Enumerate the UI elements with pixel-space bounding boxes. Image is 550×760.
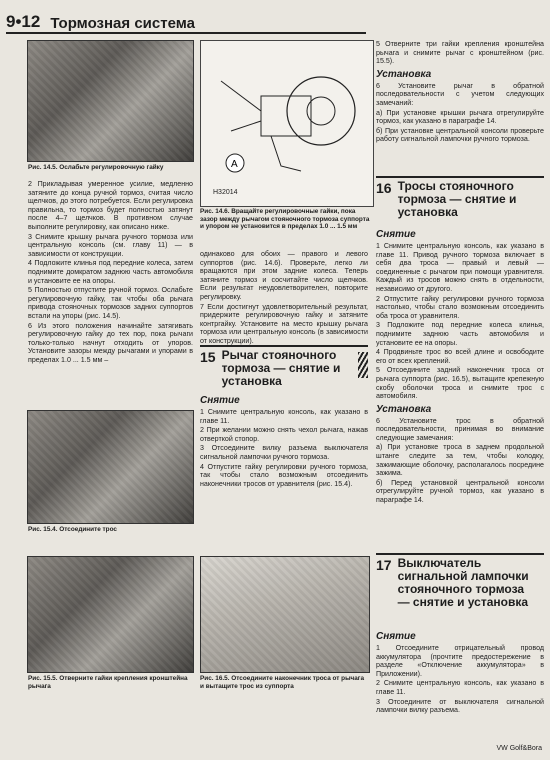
paragraph: б) Перед установкой центральной консоли отрегулируйте ручной тормоз, как указано в параграфе 14.: [376, 478, 544, 505]
paragraph: 1 Снимите центральную консоль, как указано в главе 11. Привод ручного тормоза включает в себя два троса — правый и левый — соединенные с рычагом при помощи уравнителя. Каждый из тросов можно снять в отдельности, независимо от другого.: [376, 242, 544, 293]
caption-fig-14-5: Рис. 14.5. Ослабьте регулировочную гайку: [28, 164, 164, 171]
section-17-heading: [376, 553, 544, 609]
caliper-diagram: [200, 40, 374, 207]
paragraph: 3 Отсоедините от выключателя сигнальной лампочки вилку разъема.: [376, 697, 544, 715]
section-title: Тросы стояночного тормоза — снятие и установка: [397, 179, 517, 219]
paragraph: 6 Из этого положения начинайте затягивать регулировочную гайку до тех пор, пока рычаги только-только начнут отходить от упоров. Установите зазоры между рычагами и упорами в пределах 1.0 ... 1.5 мм –: [28, 321, 193, 364]
section-number: 16: [376, 180, 392, 196]
section-16-body: [376, 226, 544, 506]
paragraph: 7 Если достигнут удовлетворительный результат, придержите регулировочную гайку и затяните контргайку. Установите на место крышку рычага тормоза или центральную консоль (в зависимости от конструкции).: [200, 302, 368, 345]
difficulty-icon: [358, 352, 368, 378]
paragraph: а) При установке крышки рычага отрегулируйте тормоз, как указано в параграфе 14.: [376, 108, 544, 126]
photo-fig-16-5: [200, 556, 370, 673]
column-2-text: [200, 250, 368, 347]
page-footer: VW Golf&Bora: [496, 745, 542, 752]
paragraph: 2 Отпустите гайку регулировки ручного тормоза настолько, чтобы стало возможным отсоединить оба троса от уравнителя.: [376, 294, 544, 320]
section-number: 15: [200, 349, 216, 365]
section-16-heading: [376, 176, 544, 219]
caption-fig-15-5: Рис. 15.5. Отверните гайки крепления кронштейна рычага: [28, 675, 188, 690]
caption-fig-16-5: Рис. 16.5. Отсоедините наконечник троса от рычага и вытащите трос из суппорта: [200, 675, 365, 690]
section-15-heading: [200, 345, 368, 388]
paragraph: 3 Отсоедините вилку разъема выключателя сигнальной лампочки ручного тормоза.: [200, 444, 368, 461]
paragraph: 2 Прикладывая умеренное усилие, медленно затяните до конца ручной тормоз, считая число щелчков, до этого потребуется. Если регулировка правильна, то тормоз будет полностью затянут после 4–7 щелчков. В противном случае выполните регулировку, как описано ниже.: [28, 180, 193, 231]
subheading-removal: Снятие: [376, 229, 416, 240]
paragraph: а) При установке троса в заднем продольной штанге следите за тем, чтобы колодку, зажимающие оболочку, располагалось посредине зажима.: [376, 443, 544, 478]
page-header: [6, 6, 366, 34]
section-17-body: [376, 628, 544, 716]
paragraph: 2 Снимите центральную консоль, как указано в главе 11.: [376, 679, 544, 696]
paragraph: 1 Снимите центральную консоль, как указано в главе 11.: [200, 408, 368, 425]
caliper-drawing: [201, 41, 373, 206]
paragraph: одинаково для обоих — правого и левого суппортов (рис. 14.6). Проверьте, легко ли вращаются при этом задние колеса. Теперь затяните тормоз и сосчитайте число щелчков. Если результат неудовлетворителен, повторите регулировку.: [200, 250, 368, 301]
callout-a: A: [231, 159, 238, 170]
section-15-body: [200, 392, 368, 489]
paragraph: 3 Снимите крышку рычага ручного тормоза или центральную консоль (см. главу 11) — в зависимости от конструкции.: [28, 232, 193, 258]
section-number: 17: [376, 557, 392, 573]
photo-fig-15-5: [27, 556, 194, 673]
paragraph: б) При установке центральной консоли проверьте работу сигнальной лампочки ручного тормоза.: [376, 126, 544, 144]
paragraph: 1 Отсоедините отрицательный провод аккумулятора (прочтите предостережение в разделе «Отключение аккумулятора» в Приложении).: [376, 644, 544, 678]
paragraph: 4 Подложите клинья под передние колеса, затем поднимите домкратом заднюю часть автомобиля и установите ее на опоры.: [28, 259, 193, 285]
section-title: Выключатель сигнальной лампочки стояночного тормоза — снятие и установка: [397, 556, 529, 609]
section-title: Рычаг стояночного тормоза — снятие и установка: [221, 348, 341, 388]
subheading-install: Установка: [376, 68, 432, 80]
paragraph: 5 Отверните три гайки крепления кронштейна рычага и снимите рычаг с кронштейном (рис. 15.5).: [376, 40, 544, 66]
subheading-removal: Снятие: [376, 631, 416, 642]
paragraph: 6 Установите рычаг в обратной последовательности с учетом следующих замечаний:: [376, 81, 544, 107]
diagram-code: H32014: [213, 189, 238, 196]
paragraph: 4 Отпустите гайку регулировки ручного тормоза, так чтобы стало возможным отсоединить наконечники тросов от уравнителя (рис. 15.4).: [200, 462, 368, 488]
photo-fig-14-5: [27, 40, 194, 162]
column-1-text: [28, 180, 193, 365]
paragraph: 5 Отсоедините задний наконечник троса от рычага суппорта (рис. 16.5), вытащите крепежную скобу оболочки троса и снимите трос с автомобиля.: [376, 366, 544, 401]
subheading-removal: Снятие: [200, 395, 240, 406]
paragraph: 3 Подложите под передние колеса клинья, поднимите заднюю часть автомобиля и установите ее на опоры.: [376, 321, 544, 347]
paragraph: 2 При желании можно снять чехол рычага, нажав отверткой стопор.: [200, 426, 368, 443]
photo-fig-15-4: [27, 410, 194, 524]
page-number: 9•12: [6, 12, 41, 31]
subheading-install: Установка: [376, 403, 432, 415]
paragraph: 4 Продвиньте трос во всей длине и освободите его от всех креплений.: [376, 348, 544, 365]
caption-fig-15-4: Рис. 15.4. Отсоедините трос: [28, 526, 117, 533]
paragraph: 6 Установите трос в обратной последовательности, принимая во внимание следующие замечания:: [376, 416, 544, 442]
column-3-top: [376, 40, 544, 145]
caption-fig-14-6: Рис. 14.6. Вращайте регулировочные гайки, пока зазор между рычагом стояночного тормоза суппорта и упором не установится в пределах 1.0 ... 1.5 мм: [200, 208, 370, 231]
chapter-title: Тормозная система: [50, 15, 195, 32]
paragraph: 5 Полностью отпустите ручной тормоз. Ослабьте регулировочную гайку, так чтобы оба рычага привода стояночных тормозов задних суппортов встали на упоры (рис. 14.5).: [28, 286, 193, 320]
